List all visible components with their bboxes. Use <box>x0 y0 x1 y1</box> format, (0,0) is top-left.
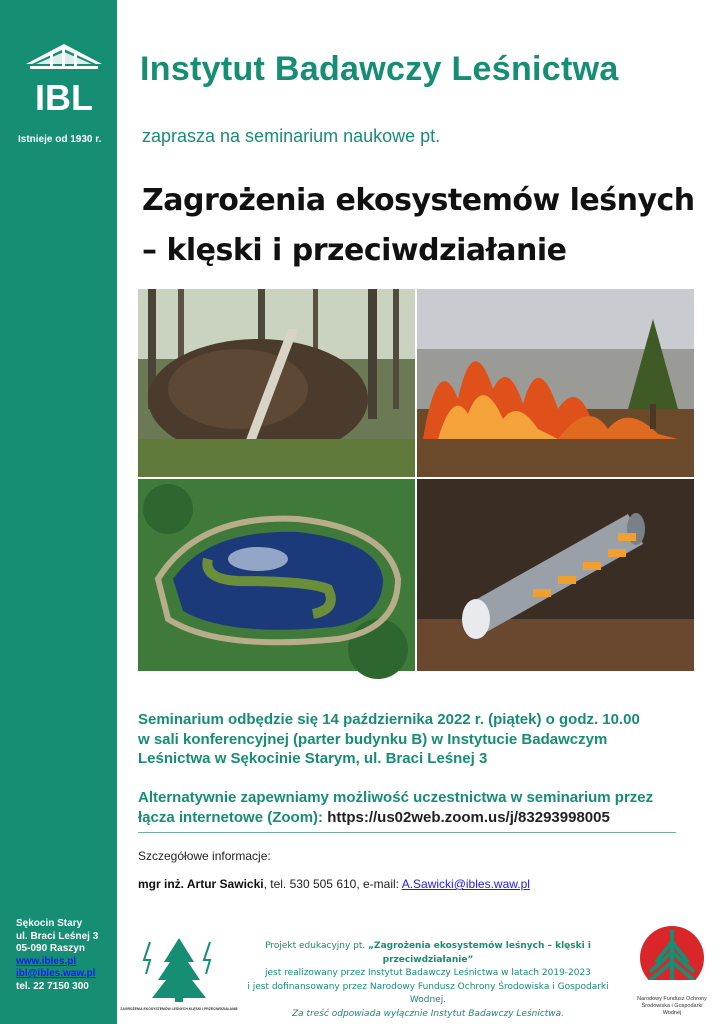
nfos-caption: Narodowy Fundusz Ochrony Środowiska i Gospodarki Wodnej <box>637 996 707 1016</box>
project-info <box>228 940 628 1021</box>
address-line: Sękocin Stary <box>16 918 83 929</box>
photo-collage <box>138 289 694 671</box>
phone-number: tel. 22 7150 300 <box>16 980 89 992</box>
invite-text: zaprasza na seminarium naukowe pt. <box>142 126 441 146</box>
lightning-icon <box>144 942 150 974</box>
logo-text: IBL <box>35 77 93 118</box>
zoom-line: łącza internetowe (Zoom): <box>138 808 328 826</box>
contact-phone: , tel. 530 505 610, e-mail: <box>263 877 402 891</box>
project-line: i jest dofinansowany przez Narodowy Fundusz Ochrony Środowiska i Gospodarki Wodnej. <box>247 981 609 1005</box>
seminar-title-line: Zagrożenia ekosystemów leśnych <box>142 183 695 218</box>
contact-name: mgr inż. Artur Sawicki <box>138 877 264 891</box>
zoom-link[interactable]: https://us02web.zoom.us/j/83293998005 <box>327 808 610 826</box>
seminar-details <box>138 710 698 769</box>
project-logo <box>120 934 238 1014</box>
address-block <box>16 918 98 993</box>
institute-title: Instytut Badawczy Leśnictwa <box>140 50 619 88</box>
address-line: ul. Braci Leśnej 3 <box>16 930 99 942</box>
details-line: Leśnictwa w Sękocinie Starym, ul. Braci Leśnej 3 <box>138 750 488 767</box>
details-label: Szczegółowe informacje: <box>138 849 271 863</box>
project-title: „Zagrożenia ekosystemów leśnych – klęski i przeciwdziałanie” <box>368 941 591 965</box>
divider <box>138 832 676 833</box>
sidebar <box>0 0 117 1024</box>
zoom-line: Alternatywnie zapewniamy możliwość uczestnictwa w seminarium przez <box>138 789 654 806</box>
zoom-info <box>138 788 698 827</box>
forest-fire-photo <box>417 289 694 477</box>
lightning-icon <box>204 942 210 974</box>
seminar-title-line: – klęski i przeciwdziałanie <box>142 233 567 268</box>
details-line: w sali konferencyjnej (parter budynku B) w Instytucie Badawczym <box>138 730 608 748</box>
ibl-logo <box>22 38 106 118</box>
website-link[interactable]: www.ibles.pl <box>16 955 77 967</box>
project-line: jest realizowany przez Instytut Badawczy Leśnictwa w latach 2019-2023 <box>265 968 591 978</box>
contact-line <box>138 877 530 891</box>
project-line: Projekt edukacyjny pt. <box>265 941 369 951</box>
seminar-title <box>142 176 695 276</box>
established-note: Istnieje od 1930 r. <box>18 134 102 145</box>
project-logo-caption: ZAGROŻENIA EKOSYSTEMÓW LEŚNYCH KLĘSKI I PRZECIWDZIAŁANIE <box>120 1007 238 1011</box>
contact-email-link[interactable]: A.Sawicki@ibles.waw.pl <box>401 877 530 891</box>
forest-lake-photo <box>138 479 415 679</box>
details-line: Seminarium odbędzie się 14 października 2022 r. (piątek) o godz. 10.00 <box>138 711 640 728</box>
email-link[interactable]: ibl@ibles.waw.pl <box>16 968 96 979</box>
project-disclaimer: Za treść odpowiada wyłącznie Instytut Badawczy Leśnictwa. <box>291 1008 565 1019</box>
address-line: 05-090 Raszyn <box>16 943 85 954</box>
insect-trap-photo <box>417 479 694 671</box>
windthrow-photo <box>138 289 415 477</box>
